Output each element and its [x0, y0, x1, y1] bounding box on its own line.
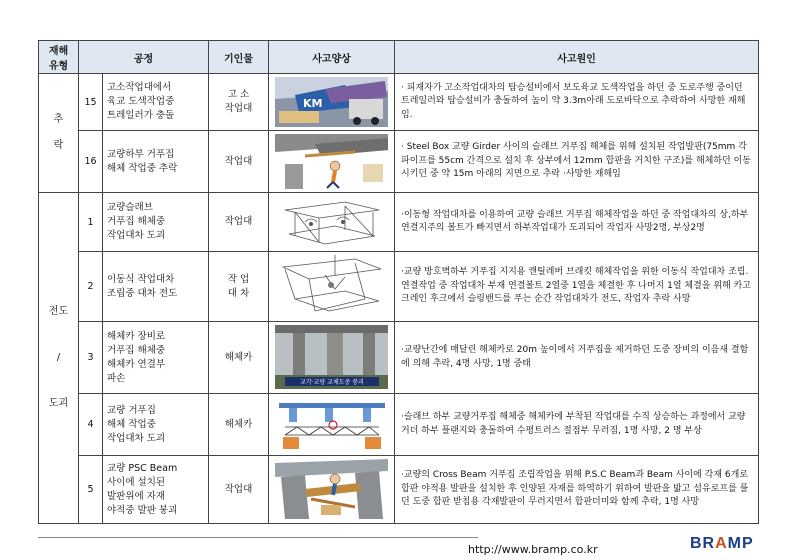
- process-cell: [103, 394, 209, 456]
- group-fall: [39, 74, 79, 193]
- object-line: 대 차: [227, 287, 250, 299]
- row-number: 3: [79, 322, 103, 394]
- object-cell: [209, 322, 269, 394]
- object-cell: [209, 193, 269, 252]
- process-line: 교량 거푸집: [107, 404, 156, 416]
- cause-cell: ·교량난간에 매달린 해체카로 20m 높이에서 거푸집을 제거하던 도중 장비의 이음새 결함에 의해 추락, 4명 사망, 1명 중태: [395, 322, 759, 394]
- cart-overturn-sketch-icon: [275, 255, 388, 318]
- km-truck-collision-photo-icon: [275, 77, 388, 127]
- table-header-row: [39, 41, 759, 74]
- group-label: 도괴: [48, 398, 69, 409]
- logo-mark: A: [715, 535, 728, 552]
- object-line: 작 업: [227, 273, 250, 285]
- object-line: 작업대: [224, 216, 253, 227]
- process-line: 해체카 장비로: [107, 330, 166, 342]
- header-category-line-2: 유형: [48, 61, 69, 72]
- logo-text-left: BR: [690, 535, 716, 552]
- table-row: [39, 252, 759, 322]
- process-cell: [103, 74, 209, 131]
- header-category: [39, 41, 79, 74]
- table-row: [39, 456, 759, 524]
- image-cell: [269, 74, 395, 131]
- header-process: 공정: [79, 41, 209, 74]
- header-cause-object: 기인물: [209, 41, 269, 74]
- cause-cell: · 피재자가 고소작업대차의 탑승설비에서 보도육교 도색작업을 하던 중 도로주행 중이던 트레일러와 탑승설비가 충돌하여 높이 약 3.3m아래 도로바닥으로 추락하여 사망한 재해임.: [395, 74, 759, 131]
- process-line: 해체카 연결부: [107, 358, 166, 370]
- process-line: 작업대차 도괴: [107, 432, 166, 444]
- object-cell: [209, 252, 269, 322]
- process-line: 사이에 설치된: [107, 476, 166, 488]
- table-row: [39, 322, 759, 394]
- process-cell: [103, 252, 209, 322]
- girder-fall-illustration-icon: [275, 134, 388, 189]
- process-line: 이동식 작업대차: [107, 273, 175, 285]
- group-label: 전도: [48, 306, 69, 317]
- process-line: 해체 작업중 추락: [107, 162, 178, 174]
- process-line: 교량슬래브: [107, 202, 153, 213]
- cause-cell: ·이동형 작업대차를 이용하여 교량 슬래브 거푸집 해체작업을 하던 중 작업대차의 상,하부 연결지주의 볼트가 빠지면서 하부작업대가 도괴되어 작업자 사망2명, 부상2명: [395, 193, 759, 252]
- process-line: 파손: [107, 372, 126, 384]
- process-cell: [103, 131, 209, 193]
- process-line: 조립중 대차 전도: [107, 287, 178, 299]
- object-cell: [209, 131, 269, 193]
- row-number: 16: [79, 131, 103, 193]
- cause-cell: ·슬래브 하부 교량거푸집 해체중 해체카에 부착된 작업대를 수직 상승하는 과정에서 교량거더 하부 플랜지와 충돌하여 수평트러스 절점부 무러짐, 1명 사망, 2 명 부상: [395, 394, 759, 456]
- image-cell: [269, 322, 395, 394]
- object-cell: [209, 394, 269, 456]
- truss-collision-diagram-icon: [275, 397, 388, 452]
- header-category-line-1: 재해: [48, 46, 69, 57]
- group-label: 락: [53, 140, 64, 151]
- process-line: 야적중 발판 붕괴: [107, 504, 178, 516]
- process-line: 고소작업대에서: [107, 82, 172, 93]
- footer-url-link[interactable]: http://www.bramp.co.kr: [468, 543, 598, 556]
- image-cell: [269, 456, 395, 524]
- logo-text-right: MP: [727, 535, 754, 552]
- object-line: 작업대: [224, 483, 253, 495]
- process-line: 작업대차 도괴: [107, 230, 166, 241]
- table-row: [39, 193, 759, 252]
- row-number: 5: [79, 456, 103, 524]
- table-row: [39, 394, 759, 456]
- row-number: 4: [79, 394, 103, 456]
- header-accident-cause: 사고원인: [395, 41, 759, 74]
- object-line: 작업대: [224, 155, 253, 167]
- process-line: 거푸집 해체중: [107, 216, 166, 227]
- photo-caption: 교각·교량 교체도중 붕괴: [300, 379, 364, 386]
- image-cell: [269, 252, 395, 322]
- image-cell: [269, 394, 395, 456]
- row-number: 15: [79, 74, 103, 131]
- process-line: 교량 PSC Beam: [107, 462, 178, 474]
- row-number: 2: [79, 252, 103, 322]
- process-line: 육교 도색작업중: [107, 96, 175, 107]
- group-overturn-collapse: [39, 193, 79, 524]
- object-cell: [209, 74, 269, 131]
- beam-scaffold-collapse-illustration-icon: [275, 459, 388, 520]
- process-cell: [103, 456, 209, 524]
- table-row: [39, 74, 759, 131]
- cause-cell: · Steel Box 교량 Girder 사이의 슬래브 거푸집 해체를 위해 설치된 작업발판(75mm 각파이프를 55cm 간격으로 설치 후 상부에서 12mm 합판을 거치한 구조)를 해체하던 이동시키던 중 약 15m 아래의 지면으로 추락 ·사망한 재해임: [395, 131, 759, 193]
- process-line: 거푸집 해체중: [107, 344, 166, 356]
- object-line: 고 소: [227, 89, 250, 100]
- object-line: 작업대: [224, 103, 253, 114]
- image-cell: [269, 131, 395, 193]
- footer-divider: [38, 537, 478, 538]
- image-cell: [269, 193, 395, 252]
- bridge-pier-photo-icon: [275, 325, 388, 390]
- object-line: 해체카: [224, 418, 253, 430]
- header-accident-image: 사고양상: [269, 41, 395, 74]
- row-number: 1: [79, 193, 103, 252]
- process-cell: [103, 322, 209, 394]
- cause-cell: ·교량의 Cross Beam 거푸집 조립작업을 위해 P.S.C Beam과 Beam 사이에 각재 6개로 합판 야적용 발판을 설치한 후 인양된 자재를 하역하기 위하여 발판을 밟고 섬유로프를 풀던 도중 합판 받침용 각재발판이 무러지면서 합판더미와 함께 추락, 1명 사망: [395, 456, 759, 524]
- object-line: 해체카: [224, 351, 253, 363]
- group-label: 추: [53, 114, 64, 125]
- process-cell: [103, 193, 209, 252]
- accident-case-table: [38, 40, 759, 524]
- process-line: 해체 작업중: [107, 418, 156, 430]
- bramp-logo: [690, 535, 754, 553]
- cause-cell: ·교량 방호벽하부 거푸집 지지용 캔틸레버 브래킷 해체작업을 위한 이동식 작업대차 조립.연결작업 중 작업대차 부재 연결볼트 2열중 1열을 체결한 후 나머지 1열 체결을 위해 카고크레인 후크에서 슬링밴드를 푸는 순간 작업대차가 전도, 작업자 추락 사망: [395, 252, 759, 322]
- group-label: /: [56, 352, 61, 363]
- table-row: [39, 131, 759, 193]
- object-cell: [209, 456, 269, 524]
- cart-collapse-sketch-icon: [275, 196, 388, 248]
- process-line: 교량하부 거푸집: [107, 148, 175, 160]
- process-line: 발판위에 자재: [107, 490, 166, 502]
- photo-caption: KM: [303, 97, 323, 110]
- process-line: 트레일러가 충돌: [107, 110, 175, 121]
